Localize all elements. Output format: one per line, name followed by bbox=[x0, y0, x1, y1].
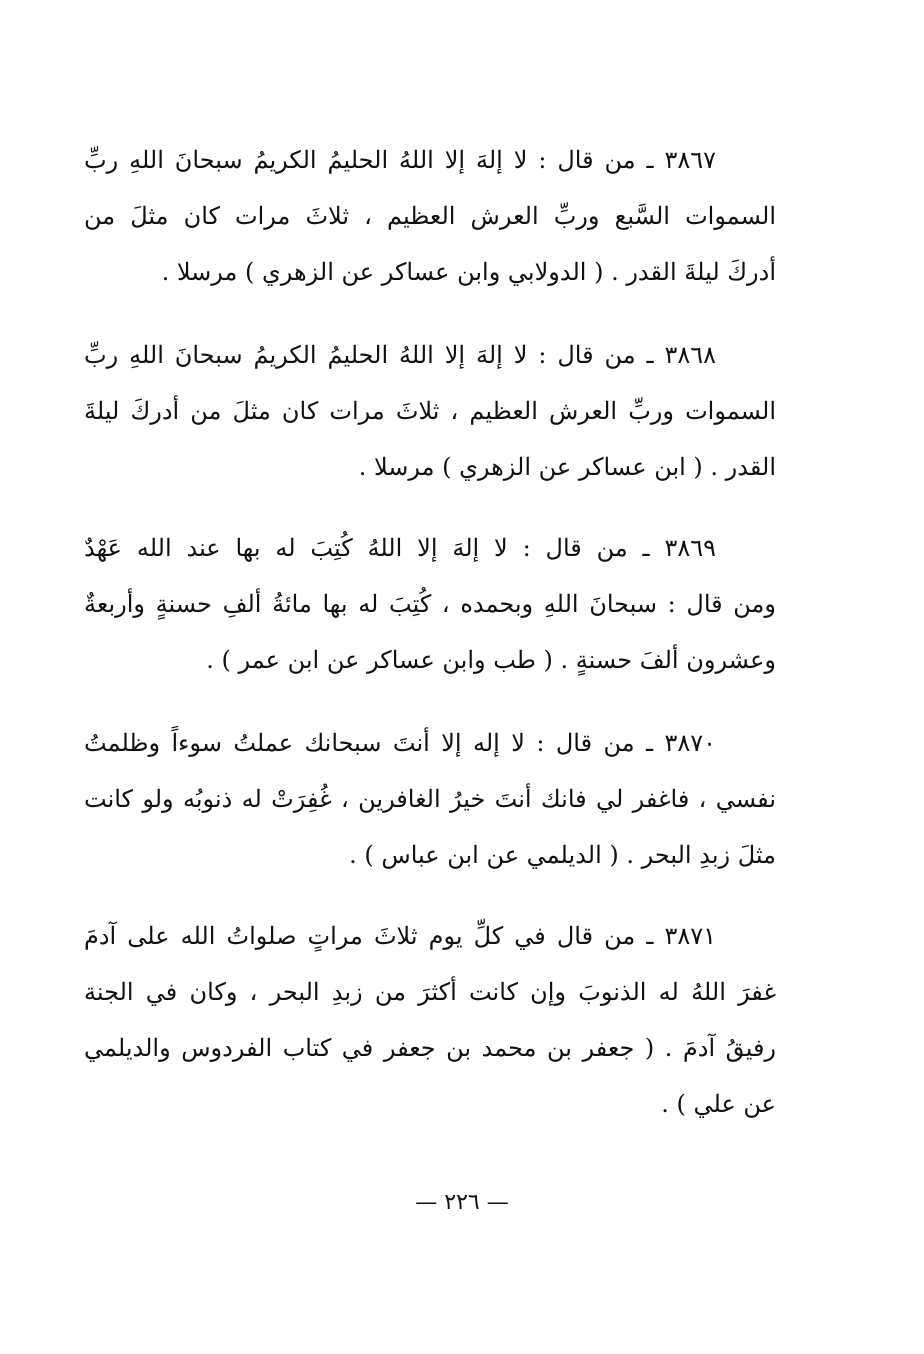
page-number: — ٢٢٦ — bbox=[415, 1190, 509, 1215]
text-line: ٣٨٦٩ ـ من قال : لا إلهَ إلا اللهُ كُتِبَ له بها عند الله عَهْدٌ bbox=[84, 534, 716, 562]
text-line: ٣٨٧١ ـ من قال في كلِّ يوم ثلاثَ مراتٍ صلواتُ الله على آدمَ bbox=[84, 922, 716, 950]
text-line: ٣٨٦٧ ـ من قال : لا إلهَ إلا اللهُ الحليمُ الكريمُ سبحانَ اللهِ ربِّ bbox=[84, 146, 716, 174]
entry-3869 bbox=[84, 520, 776, 688]
text-line: ٣٨٧٠ ـ من قال : لا إله إلا أنتَ سبحانك عملتُ سوءاً وظلمتُ bbox=[84, 729, 716, 757]
text-line: السموات السَّبع وربِّ العرش العظيم ، ثلاثَ مرات كان مثلَ من bbox=[84, 202, 776, 230]
text-line: غفرَ اللهُ له الذنوبَ وإن كانت أكثرَ من زبدِ البحر ، وكان في الجنة bbox=[84, 978, 776, 1006]
entry-3870 bbox=[84, 715, 776, 883]
text-line: وعشرون ألفَ حسنةٍ . ( طب وابن عساكر عن ابن عمر ) . bbox=[206, 646, 776, 674]
entry-3868 bbox=[84, 327, 776, 495]
text-line: عن علي ) . bbox=[661, 1090, 776, 1118]
text-line: ومن قال : سبحانَ اللهِ وبحمده ، كُتِبَ له بها مائةُ ألفِ حسنةٍ وأربعةٌ bbox=[84, 590, 776, 618]
text-line: أدركَ ليلةَ القدر . ( الدولابي وابن عساكر عن الزهري ) مرسلا . bbox=[161, 258, 776, 286]
entry-3867 bbox=[84, 132, 776, 300]
text-line: مثلَ زبدِ البحر . ( الديلمي عن ابن عباس ) . bbox=[349, 841, 776, 869]
text-line: نفسي ، فاغفر لي فانك أنتَ خيرُ الغافرين ، غُفِرَتْ له ذنوبُه ولو كانت bbox=[84, 785, 776, 813]
text-line: ٣٨٦٨ ـ من قال : لا إلهَ إلا اللهُ الحليمُ الكريمُ سبحانَ اللهِ ربِّ bbox=[84, 341, 716, 369]
text-line: رفيقُ آدمَ . ( جعفر بن محمد بن جعفر في كتاب الفردوس والديلمي bbox=[84, 1034, 776, 1062]
text-line: السموات وربِّ العرش العظيم ، ثلاثَ مرات كان مثلَ من أدركَ ليلةَ bbox=[84, 397, 776, 425]
entry-3871 bbox=[84, 908, 776, 1132]
text-line: القدر . ( ابن عساكر عن الزهري ) مرسلا . bbox=[358, 453, 776, 481]
